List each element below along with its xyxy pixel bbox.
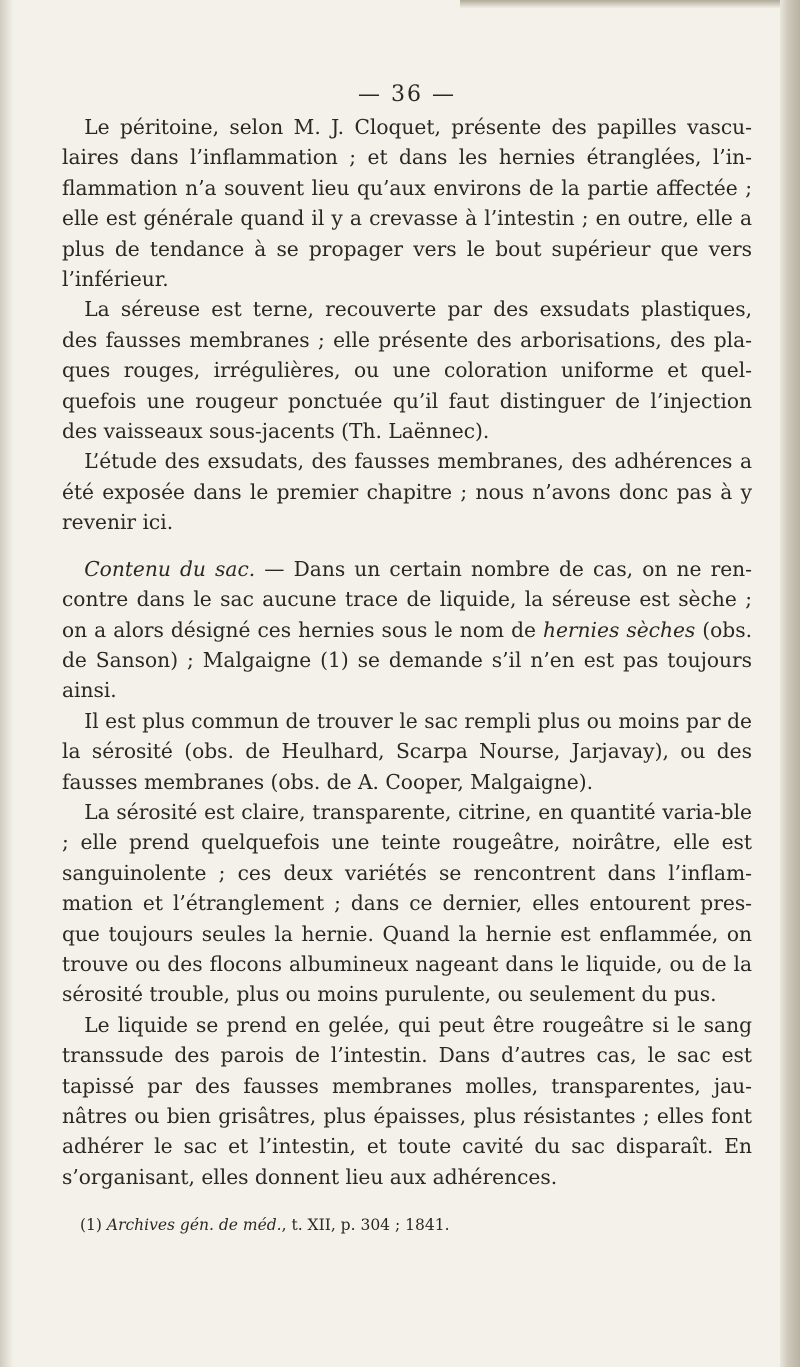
- page-number: — 36 —: [358, 82, 456, 107]
- paragraph-sac-rempli: Il est plus commun de trouver le sac rempli plus ou moins par de la sérosité (obs. de Heulhard, Scarpa Nourse, Jarjavay), ou des fausses membranes (obs. de A. Cooper, Malgaigne).: [62, 708, 752, 794]
- paragraph-liquide-gelee: Le liquide se prend en gelée, qui peut être rougeâtre si le sang transsude des parois de l’intestin. Dans d’autres cas, le sac est tapissé par des fausses membranes molles, transparentes, jau-nâtres ou bien grisâtres, plus épaisses, plus résistantes ; elles font adhérer le sac et l’intestin, et toute cavité du sac disparaît. En s’organisant, elles donnent lieu aux adhérences.: [62, 1012, 752, 1189]
- contenu-text-part-1: — Dans un certain nombre de cas, on ne ren-contre dans le sac aucune trace de liquide, la séreuse est sèche ; on a alors désigné ces hernies sous le nom de: [62, 556, 752, 642]
- paragraph-peritoine: Le péritoine, selon M. J. Cloquet, présente des papilles vascu-laires dans l’inflammation ; et dans les hernies étranglées, l’in-flammation n’a souvent lieu qu’aux environs de la partie affectée ; elle est générale quand il y a crevasse à l’intestin ; en outre, elle a plus de tendance à se propager vers le bout supérieur que vers l’inférieur.: [62, 115, 752, 292]
- paragraph-contenu-du-sac: [62, 554, 752, 706]
- book-page: [62, 80, 752, 1236]
- scan-edge-right: [780, 0, 800, 1367]
- footnote: [62, 1214, 752, 1236]
- paragraph-sereuse: La séreuse est terne, recouverte par des exsudats plastiques, des fausses membranes ; elle présente des arborisations, des pla-ques rouges, irrégulières, ou une coloration uniforme et quel-quefois une rougeur ponctuée qu’il faut distinguer de l’injection des vaisseaux sous-jacents (Th. Laënnec).: [62, 297, 752, 444]
- scan-edge-top: [460, 0, 800, 8]
- section-heading-contenu-du-sac: Contenu du sac.: [84, 556, 256, 581]
- paragraph-serosite: La sérosité est claire, transparente, citrine, en quantité varia-ble ; elle prend quelquefois une teinte rougeâtre, noirâtre, elle est sanguinolente ; ces deux variétés se rencontrent dans l’inflam-mation et l’étranglement ; dans ce dernier, elles entourent pres-que toujours seules la hernie. Quand la hernie est enflammée, on trouve ou des flocons albumineux nageant dans le liquide, ou de la sérosité trouble, plus ou moins purulente, ou seulement du pus.: [62, 799, 752, 1007]
- footnote-marker: (1): [80, 1216, 107, 1235]
- scan-edge-left: [0, 0, 14, 1367]
- contenu-text-part-2: (obs. de Sanson) ; Malgaigne (1) se demande s’il n’en est pas toujours ainsi.: [62, 617, 753, 703]
- footnote-citation: , t. XII, p. 304 ; 1841.: [281, 1216, 450, 1235]
- term-hernies-seches: hernies sèches: [542, 617, 696, 642]
- footnote-source: Archives gén. de méd.: [106, 1216, 282, 1235]
- paragraph-etude-exsudats: L’étude des exsudats, des fausses membranes, des adhérences a été exposée dans le premier chapitre ; nous n’avons donc pas à y revenir ici.: [62, 449, 752, 535]
